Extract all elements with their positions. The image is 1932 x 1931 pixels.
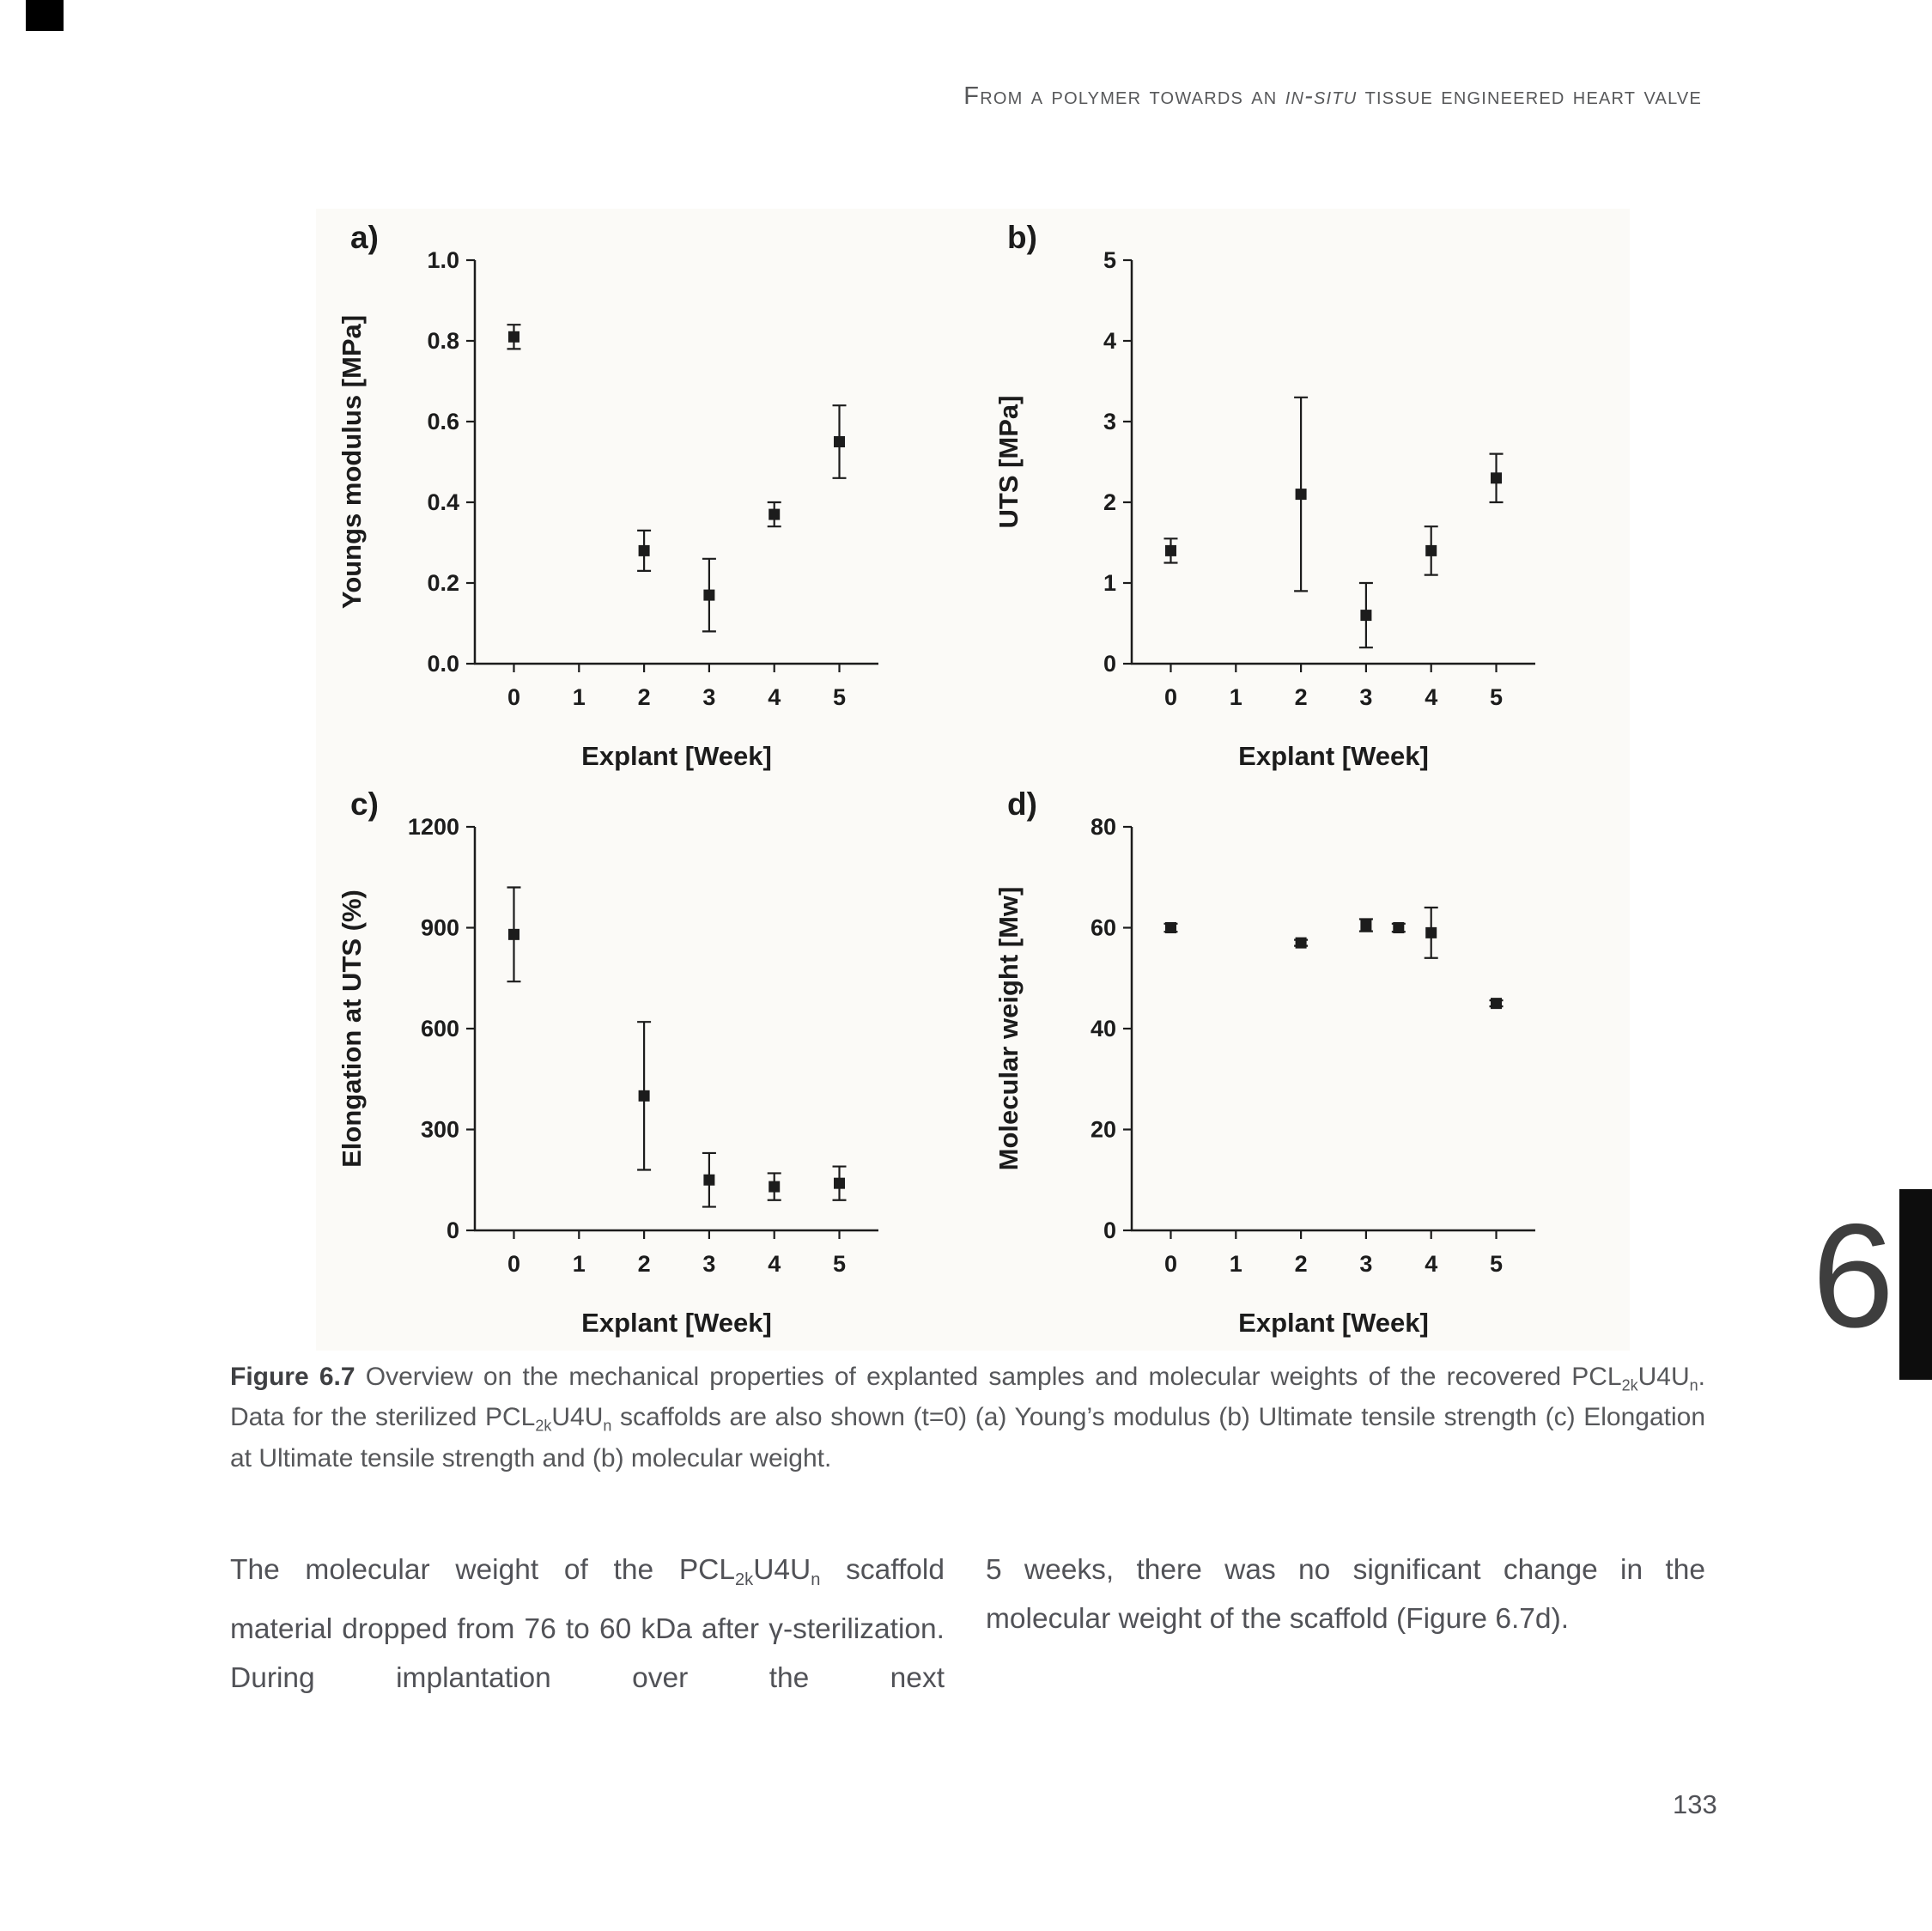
svg-text:3: 3 xyxy=(702,1251,716,1277)
svg-text:0: 0 xyxy=(1163,684,1177,710)
svg-text:0.8: 0.8 xyxy=(427,328,459,354)
chart-panel-a xyxy=(316,209,973,775)
svg-text:4: 4 xyxy=(1425,1251,1438,1277)
svg-text:20: 20 xyxy=(1090,1116,1116,1143)
svg-text:0: 0 xyxy=(446,1218,459,1243)
svg-text:0.0: 0.0 xyxy=(427,651,459,677)
chart-panel-c xyxy=(316,775,973,1342)
svg-text:2: 2 xyxy=(1294,684,1308,710)
svg-text:5: 5 xyxy=(1490,1251,1504,1277)
svg-text:Elongation at UTS (%): Elongation at UTS (%) xyxy=(337,890,367,1168)
svg-text:1.0: 1.0 xyxy=(427,247,459,273)
chart-panel-b xyxy=(973,209,1630,775)
svg-text:60: 60 xyxy=(1090,914,1116,941)
svg-text:Explant [Week]: Explant [Week] xyxy=(1238,741,1429,771)
svg-text:5: 5 xyxy=(1103,247,1116,273)
svg-text:4: 4 xyxy=(1103,328,1116,354)
svg-text:5: 5 xyxy=(833,684,847,710)
svg-text:0.2: 0.2 xyxy=(427,570,459,596)
svg-text:3: 3 xyxy=(702,684,716,710)
svg-text:0.4: 0.4 xyxy=(427,489,459,515)
svg-text:900: 900 xyxy=(420,914,459,941)
svg-text:5: 5 xyxy=(833,1251,847,1277)
svg-text:0.6: 0.6 xyxy=(427,409,459,434)
svg-text:3: 3 xyxy=(1359,1251,1373,1277)
svg-text:80: 80 xyxy=(1090,814,1116,840)
body-text-left-column: The molecular weight of the $PCL_{2k}U4U_n$ scaffold material dropped from 76 to 60 kDa after γ-sterilization. During implantation over the next xyxy=(230,1554,945,1695)
svg-text:Molecular weight [Mw]: Molecular weight [Mw] xyxy=(993,886,1024,1171)
page-number: 133 xyxy=(1673,1789,1717,1819)
svg-text:4: 4 xyxy=(1425,684,1438,710)
svg-text:4: 4 xyxy=(768,684,781,710)
svg-text:5: 5 xyxy=(1490,684,1504,710)
svg-text:Explant [Week]: Explant [Week] xyxy=(1238,1308,1429,1338)
svg-text:Explant [Week]: Explant [Week] xyxy=(581,741,772,771)
svg-text:0: 0 xyxy=(1163,1251,1177,1277)
print-mark xyxy=(26,0,64,31)
svg-text:Youngs modulus [MPa]: Youngs modulus [MPa] xyxy=(337,314,367,610)
svg-text:1200: 1200 xyxy=(407,814,459,840)
svg-text:2: 2 xyxy=(637,684,651,710)
svg-text:UTS [MPa]: UTS [MPa] xyxy=(993,395,1024,529)
svg-text:300: 300 xyxy=(420,1116,459,1143)
svg-text:d): d) xyxy=(1007,786,1037,822)
svg-text:2: 2 xyxy=(637,1251,651,1277)
chart-panel-d xyxy=(973,775,1630,1342)
svg-text:1: 1 xyxy=(572,1251,586,1277)
svg-text:4: 4 xyxy=(768,1251,781,1277)
svg-text:1: 1 xyxy=(1103,570,1116,596)
svg-text:3: 3 xyxy=(1359,684,1373,710)
svg-text:b): b) xyxy=(1007,220,1037,255)
chapter-tab xyxy=(1899,1189,1932,1380)
svg-text:3: 3 xyxy=(1103,409,1116,434)
svg-text:40: 40 xyxy=(1090,1016,1116,1041)
svg-text:0: 0 xyxy=(507,684,520,710)
svg-text:1: 1 xyxy=(1229,1251,1242,1277)
svg-text:a): a) xyxy=(350,220,379,255)
figure-caption: Figure 6.7 Overview on the mechanical properties of explanted samples and molecular weights of the recovered $PCL_{2k}U4U_n$. Data for the sterilized $PCL_{2k}U4U_n$ scaffolds are also shown (t=0) (a) Young’s modulus (b) Ultimate tensile strength (c) Elongation at Ultimate tensile strength and (b) molecular weight. xyxy=(230,1363,1706,1473)
svg-text:c): c) xyxy=(350,786,379,822)
svg-text:0: 0 xyxy=(1103,651,1116,677)
running-header: From a polymer towards an in-situ tissue engineered heart valve xyxy=(963,82,1702,110)
svg-text:1: 1 xyxy=(1229,684,1242,710)
svg-text:600: 600 xyxy=(420,1016,459,1041)
svg-text:Explant [Week]: Explant [Week] xyxy=(581,1308,772,1338)
svg-text:2: 2 xyxy=(1103,489,1116,515)
svg-text:2: 2 xyxy=(1294,1251,1308,1277)
figure-6-7 xyxy=(316,209,1630,1351)
body-text-right-column: 5 weeks, there was no significant change in the molecular weight of the scaffold (Figure 6.7d). xyxy=(986,1554,1705,1635)
svg-text:0: 0 xyxy=(1103,1218,1116,1243)
chapter-number: 6 xyxy=(1812,1193,1894,1358)
svg-text:0: 0 xyxy=(507,1251,520,1277)
svg-text:1: 1 xyxy=(572,684,586,710)
